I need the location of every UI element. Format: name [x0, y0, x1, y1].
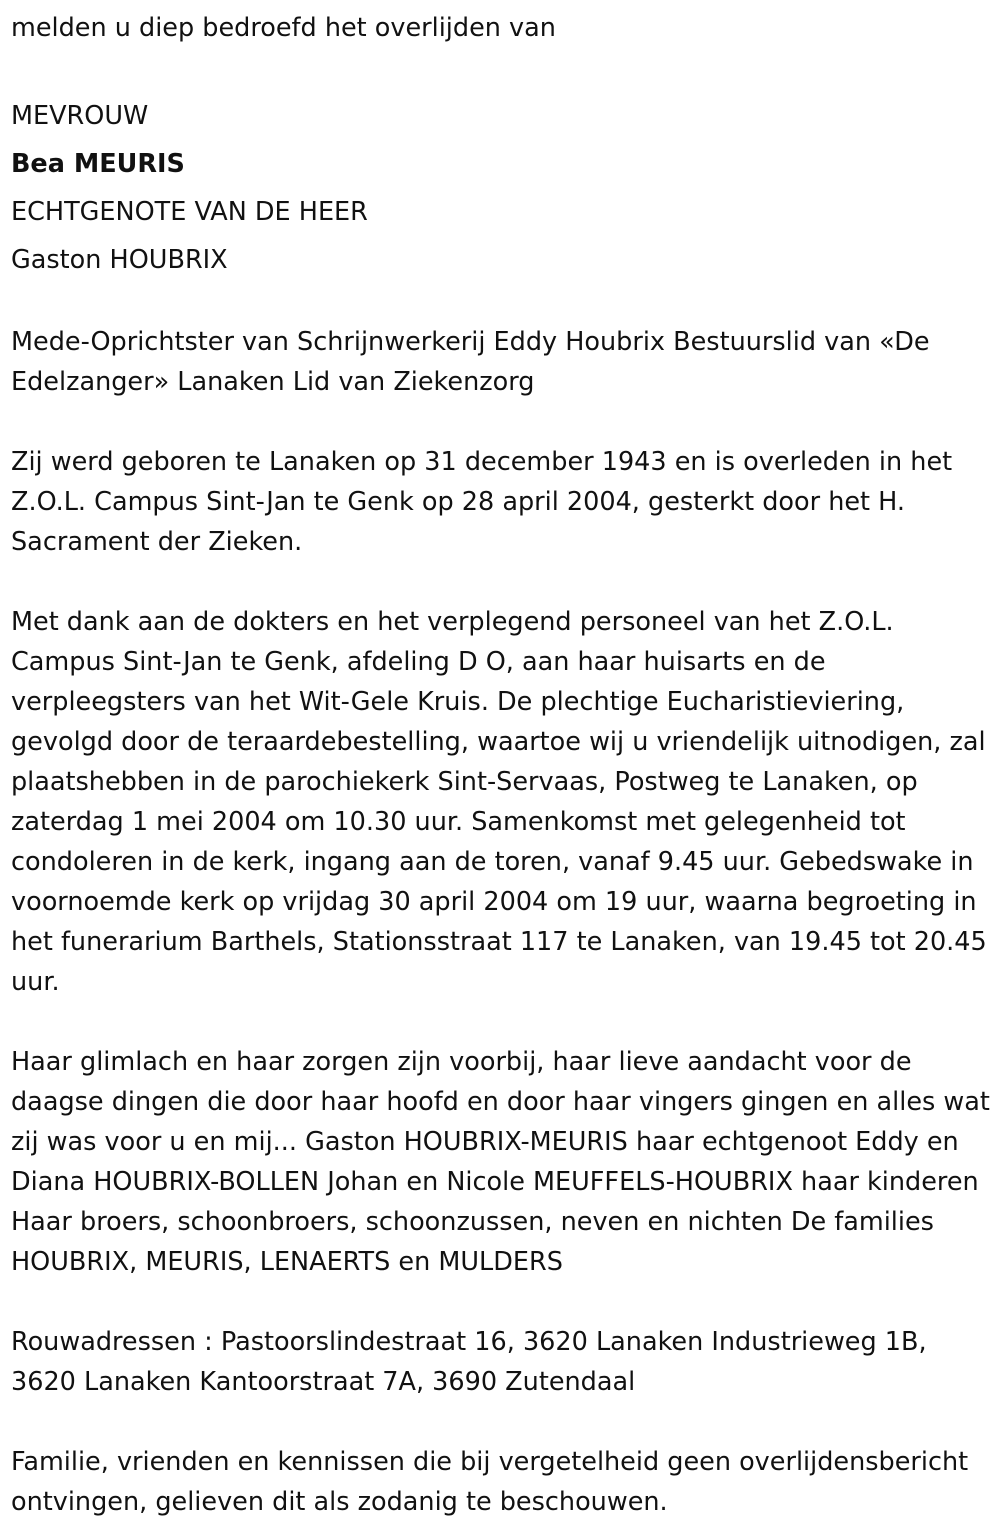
spacer: [11, 284, 993, 322]
closing-paragraph: Familie, vrienden en kennissen die bij vergetelheid geen overlijdensbericht ontvingen, gelieven dit als zodanig te beschouwen.: [11, 1447, 969, 1517]
spouse-name: Gaston HOUBRIX: [11, 245, 228, 275]
salutation: MEVROUW: [11, 101, 149, 131]
spacer: [11, 1402, 993, 1442]
relation-line: ECHTGENOTE VAN DE HEER: [11, 197, 368, 227]
intro-line: melden u diep bedroefd het overlijden van: [11, 13, 556, 43]
spacer: [11, 1002, 993, 1042]
spacer: [11, 52, 993, 92]
spacer: [11, 402, 993, 442]
ceremony-paragraph: Met dank aan de dokters en het verplegend personeel van het Z.O.L. Campus Sint-Jan te Genk, afdeling D O, aan haar huisarts en de verpleegsters van het Wit-Gele Kruis. De plechtige Eucharistieviering, gevolgd door de teraardebestelling, waartoe wij u vriendelijk uitnodigen, zal plaatshebben in de parochiekerk Sint-Servaas, Postweg te Lanaken, op zaterdag 1 mei 2004 om 10.30 uur. Samenkomst met gelegenheid tot condoleren in de kerk, ingang aan de toren, vanaf 9.45 uur. Gebedswake in voornoemde kerk op vrijdag 30 april 2004 om 19 uur, waarna begroeting in het funerarium Barthels, Stationsstraat 117 te Lanaken, van 19.45 tot 20.45 uur.: [11, 607, 987, 997]
family-paragraph: Haar glimlach en haar zorgen zijn voorbij, haar lieve aandacht voor de daagse dingen die door haar hoofd en door haar vingers gingen en alles wat zij was voor u en mij... Gaston HOUBRIX-MEURIS haar echtgenoot Eddy en Diana HOUBRIX-BOLLEN Johan en Nicole MEUFFELS-HOUBRIX haar kinderen Haar broers, schoonbroers, schoonzussen, neven en nichten De families HOUBRIX, MEURIS, LENAERTS en MULDERS: [11, 1047, 990, 1277]
death-notice: [11, 0, 993, 1522]
deceased-name: Bea MEURIS: [11, 149, 185, 179]
birth-death-paragraph: Zij werd geboren te Lanaken op 31 december 1943 en is overleden in het Z.O.L. Campus Sint-Jan te Genk op 28 april 2004, gesterkt door het H. Sacrament der Zieken.: [11, 447, 953, 557]
spacer: [11, 562, 993, 602]
spacer: [11, 1282, 993, 1322]
roles-paragraph: Mede-Oprichtster van Schrijnwerkerij Eddy Houbrix Bestuurslid van «De Edelzanger» Lanaken Lid van Ziekenzorg: [11, 327, 930, 397]
addresses-paragraph: Rouwadressen : Pastoorslindestraat 16, 3620 Lanaken Industrieweg 1B, 3620 Lanaken Kantoorstraat 7A, 3690 Zutendaal: [11, 1327, 927, 1397]
